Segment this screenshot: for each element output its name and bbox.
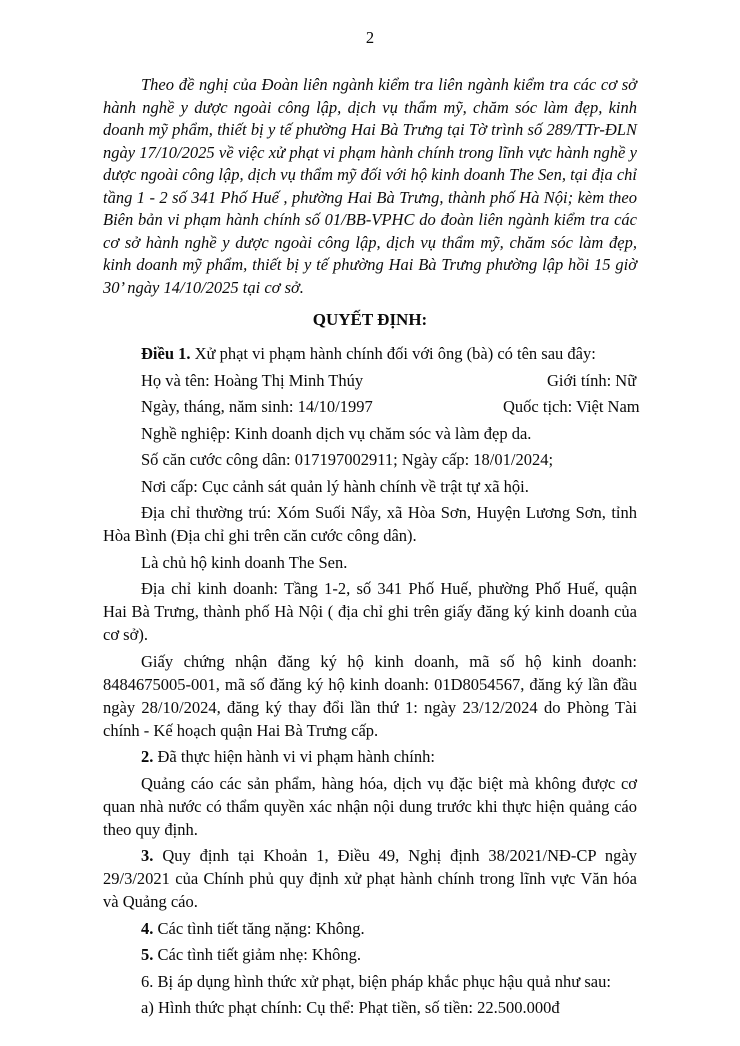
item-5-text: Các tình tiết giảm nhẹ: Không. (153, 945, 361, 964)
item-3-text: Quy định tại Khoản 1, Điều 49, Nghị định 38/2021/NĐ-CP ngày 29/3/2021 của Chính phủ quy định xử phạt hành chính trong lĩnh vực Văn hóa và Quảng cáo. (103, 846, 637, 911)
item-2-text: Đã thực hiện hành vi vi phạm hành chính: (153, 747, 435, 766)
gender-field: Giới tính: Nữ (547, 370, 637, 390)
item-4-text: Các tình tiết tăng nặng: Không. (153, 918, 365, 938)
decision-heading: QUYẾT ĐỊNH: (312, 310, 428, 329)
penalty-main-line: a) Hình thức phạt chính: Cụ thể: Phạt tiền, số tiền: 22.500.000đ (141, 998, 560, 1017)
item-5-line (103, 943, 637, 966)
item-4-line (103, 917, 637, 940)
item-2-label: 2. (141, 747, 154, 766)
name-gender-row (103, 369, 637, 392)
violation-description: Quảng cáo các sản phẩm, hàng hóa, dịch vụ đặc biệt mà không được cơ quan nhà nước có thẩm quyền xác nhận nội dung trước khi thực hiện quảng cáo theo quy định. (103, 773, 637, 839)
residence-address-line: Địa chỉ thường trú: Xóm Suối Nẩy, xã Hòa Sơn, Huyện Lương Sơn, tỉnh Hòa Bình (Địa chỉ ghi trên căn cước công dân). (103, 503, 637, 545)
page-number: 2 (365, 28, 375, 47)
id-number-line: Số căn cước công dân: 017197002911; Ngày cấp: 18/01/2024; (141, 450, 554, 469)
id-issue-place-line: Nơi cấp: Cục cảnh sát quản lý hành chính về trật tự xã hội. (141, 476, 529, 496)
item-3-label: 3. (141, 846, 154, 865)
business-registration-line: Giấy chứng nhận đăng ký hộ kinh doanh, mã số hộ kinh doanh: 8484675005-001, mã số đăng ký hộ kinh doanh: 01D8054567, đăng ký lần đầu ngày 28/10/2024, đăng ký thay đổi lần thứ 1: ngày 23/12/2024 do Phòng Tài chính - Kế hoạch quận Hai Bà Trưng cấp. (103, 651, 637, 740)
article-1-text: Xử phạt vi phạm hành chính đối với ông (bà) có tên sau đây: (190, 344, 596, 363)
dob-nationality-row (103, 395, 640, 418)
item-3-line (103, 844, 637, 913)
article-1-line (103, 342, 637, 365)
business-address-line: Địa chỉ kinh doanh: Tầng 1-2, số 341 Phố Huế, phường Phố Huế, quận Hai Bà Trưng, thành phố Hà Nội ( địa chỉ ghi trên giấy đăng ký kinh doanh của cơ sở). (103, 579, 637, 644)
item-6-line: 6. Bị áp dụng hình thức xử phạt, biện pháp khắc phục hậu quả như sau: (141, 971, 611, 991)
nationality-field: Quốc tịch: Việt Nam (503, 397, 640, 416)
item-2-line (103, 745, 637, 768)
item-5-label: 5. (141, 945, 154, 964)
item-4-label: 4. (141, 918, 154, 938)
full-name-field: Họ và tên: Hoàng Thị Minh Thúy (141, 370, 364, 390)
intro-paragraph: Theo đề nghị của Đoàn liên ngành kiểm tra liên ngành kiểm tra các cơ sở hành nghề y dược ngoài công lập, dịch vụ thẩm mỹ, chăm sóc làm đẹp, kinh doanh mỹ phẩm, thiết bị y tế phường Hai Bà Trưng tại Tờ trình số 289/TTr-ĐLN ngày 17/10/2025 về việc xử phạt vi phạm hành chính trong lĩnh vực hành nghề y dược ngoài công lập, dịch vụ thẩm mỹ đối với hộ kinh doanh The Sen, tại địa chỉ tầng 1 - 2 số 341 Phố Huế , phường Hai Bà Trưng, thành phố Hà Nội; kèm theo Biên bản vi phạm hành chính số 01/BB-VPHC do đoàn liên ngành kiểm tra các cơ sở hành nghề y dược ngoài công lập, dịch vụ thẩm mỹ, chăm sóc làm đẹp, kinh doanh mỹ phẩm, thiết bị y tế phường Hai Bà Trưng phường lập hồi 15 giờ 30’ ngày 14/10/2025 tại cơ sở. (103, 75, 637, 297)
household-owner-line: Là chủ hộ kinh doanh The Sen. (141, 552, 348, 572)
occupation-line: Nghề nghiệp: Kinh doanh dịch vụ chăm sóc và làm đẹp da. (141, 423, 532, 443)
dob-field: Ngày, tháng, năm sinh: 14/10/1997 (141, 397, 373, 416)
article-1-label: Điều 1. (141, 344, 191, 363)
